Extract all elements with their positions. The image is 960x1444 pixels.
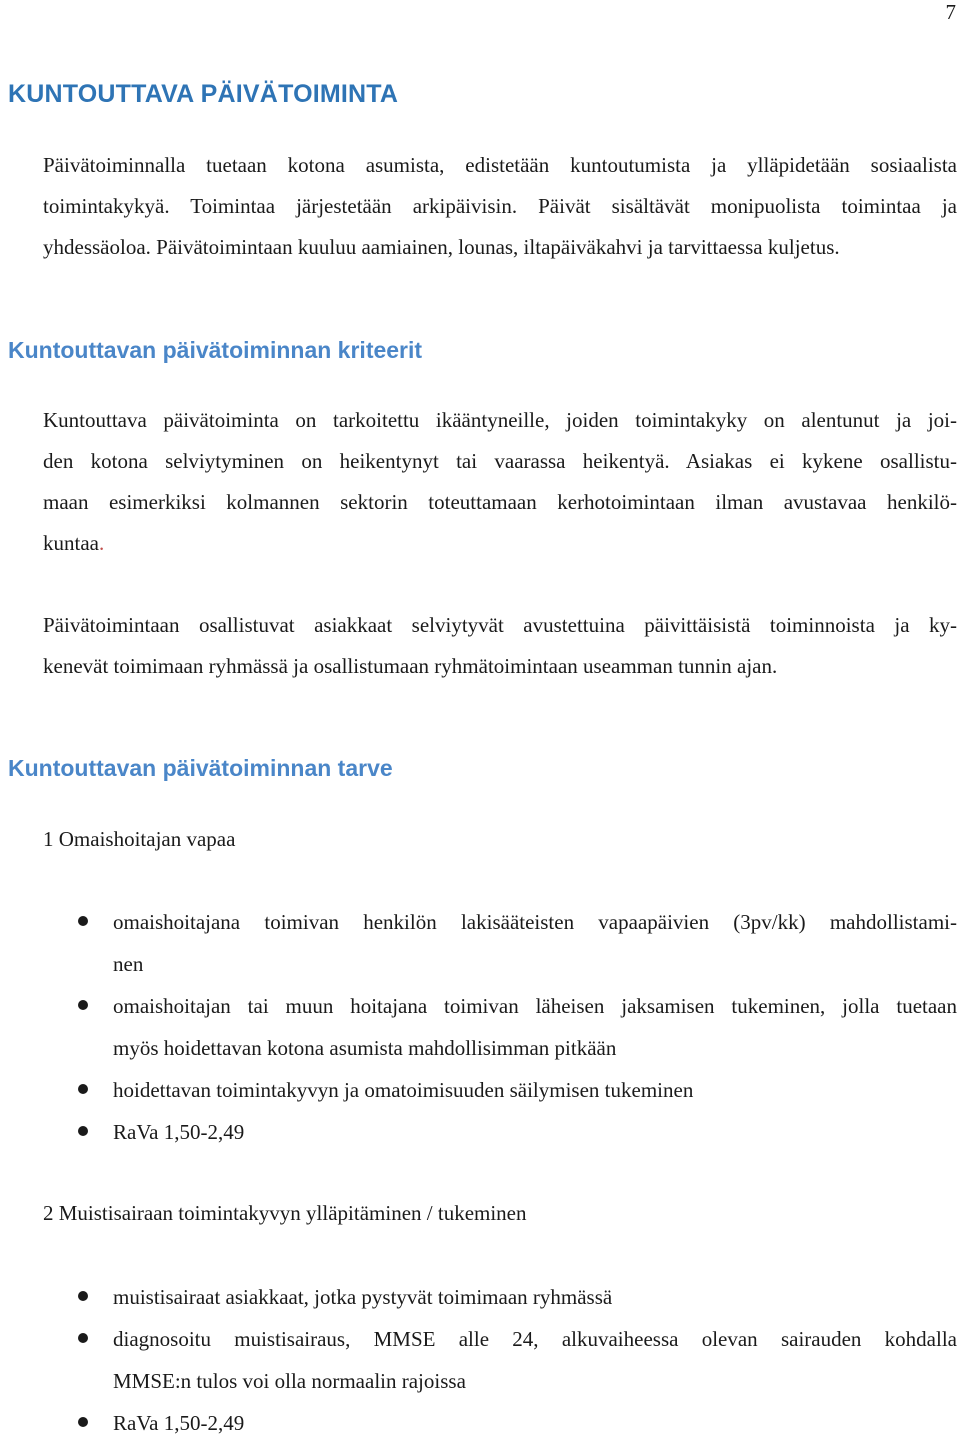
intro-paragraph (43, 145, 957, 268)
text-line: hoidettavan toimintakyvyn ja omatoimisuuden säilymisen tukeminen (113, 1078, 694, 1102)
list-item (0, 1069, 957, 1111)
list-item (0, 1111, 957, 1153)
text-line: Päivätoimintaan osallistuvat asiakkaat selviytyvät avustettuina päivittäisistä toiminnoista ja ky- (43, 613, 957, 637)
text-fragment: kuntaa (43, 531, 99, 555)
list-item (0, 901, 957, 985)
group-1-title: 1 Omaishoitajan vapaa (43, 827, 236, 851)
main-heading: KUNTOUTTAVA PÄIVÄTOIMINTA (8, 80, 399, 108)
criteria-heading: Kuntouttavan päivätoiminnan kriteerit (8, 337, 423, 363)
text-line: maan esimerkiksi kolmannen sektorin toteuttamaan kerhotoimintaan ilman avustavaa henkilö- (43, 490, 957, 514)
group-2-title: 2 Muistisairaan toimintakyvyn ylläpitäminen / tukeminen (43, 1201, 527, 1225)
bullet-icon (78, 916, 88, 926)
text-line: RaVa 1,50-2,49 (113, 1411, 245, 1435)
list-item (0, 985, 957, 1069)
text-line: yhdessäoloa. Päivätoimintaan kuuluu aamiainen, lounas, iltapäiväkahvi ja tarvittaessa kuljetus. (43, 235, 840, 259)
group-2-list (0, 1276, 960, 1444)
bullet-icon (78, 1291, 88, 1301)
text-line: nen (113, 952, 144, 976)
criteria-paragraph-2 (43, 605, 957, 687)
text-line: Päivätoiminnalla tuetaan kotona asumista, edistetään kuntoutumista ja ylläpidetään sosiaalista (43, 153, 957, 177)
list-item (0, 1402, 957, 1444)
bullet-icon (78, 1333, 88, 1343)
text-line: omaishoitajan tai muun hoitajana toimivan läheisen jaksamisen tukeminen, jolla tuetaan (113, 994, 957, 1018)
text-line: myös hoidettavan kotona asumista mahdollisimman pitkään (113, 1036, 617, 1060)
group-1-list (0, 901, 960, 1153)
list-item (0, 1276, 957, 1318)
text-line (43, 523, 957, 564)
bullet-icon (78, 1084, 88, 1094)
list-item (0, 1318, 957, 1402)
text-line: omaishoitajana toimivan henkilön lakisääteisten vapaapäivien (3pv/kk) mahdollistami- (113, 910, 957, 934)
text-line: kenevät toimimaan ryhmässä ja osallistumaan ryhmätoimintaan useamman tunnin ajan. (43, 654, 778, 678)
text-line: Kuntouttava päivätoiminta on tarkoitettu ikääntyneille, joiden toimintakyky on alentunut ja joi- (43, 408, 957, 432)
bullet-icon (78, 1126, 88, 1136)
page-number: 7 (945, 0, 956, 24)
text-line: muistisairaat asiakkaat, jotka pystyvät toimimaan ryhmässä (113, 1285, 613, 1309)
end-mark: . (98, 531, 105, 555)
criteria-paragraph-1 (43, 400, 957, 564)
text-line: toimintakykyä. Toimintaa järjestetään arkipäivisin. Päivät sisältävät monipuolista toimintaa ja (43, 194, 957, 218)
text-line: den kotona selviytyminen on heikentynyt tai vaarassa heikentyä. Asiakas ei kykene osallistu- (43, 449, 957, 473)
text-line: RaVa 1,50-2,49 (113, 1120, 245, 1144)
bullet-icon (78, 1000, 88, 1010)
need-heading: Kuntouttavan päivätoiminnan tarve (8, 755, 393, 781)
text-line: MMSE:n tulos voi olla normaalin rajoissa (113, 1369, 466, 1393)
text-line: diagnosoitu muistisairaus, MMSE alle 24, alkuvaiheessa olevan sairauden kohdalla (113, 1327, 957, 1351)
bullet-icon (78, 1417, 88, 1427)
